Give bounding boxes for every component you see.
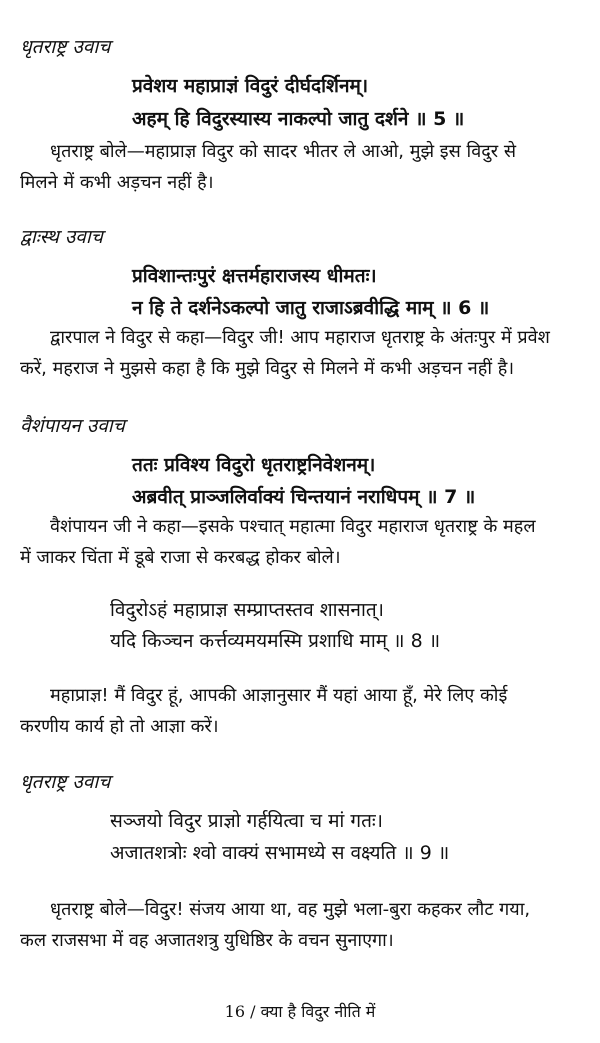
translation-line: धृतराष्ट्र बोले—महाप्राज्ञ विदुर को सादर भीतर ले आओ, मुझे इस विदुर से — [50, 141, 517, 162]
page-footer: 16 / क्या है विदुर नीति में — [224, 1002, 376, 1021]
verse-line: अहम् हि विदुरस्यास्य नाकल्पो जातु दर्शने ॥ 5 ॥ — [132, 108, 465, 130]
verse-line: प्रविशान्तःपुरं क्षत्तर्महाराजस्य धीमतः। — [132, 265, 377, 287]
translation-line: वैशंपायन जी ने कहा—इसके पश्चात् महात्मा विदुर महाराज धृतराष्ट्र के महल — [50, 516, 536, 537]
verse-line: अजातशत्रोः श्वो वाक्यं सभामध्ये स वक्ष्यति ॥ 9 ॥ — [110, 842, 450, 864]
translation-line: में जाकर चिंता में डूबे राजा से करबद्ध होकर बोले। — [20, 547, 341, 568]
verse-line: विदुरोऽहं महाप्राज्ञ सम्प्राप्तस्तव शासनात्। — [110, 599, 384, 621]
speaker-heading: द्वाःस्थ उवाच — [20, 226, 103, 248]
translation-line: करें, महराज ने मुझसे कहा है कि मुझे विदुर से मिलने में कभी अड़चन नहीं है। — [20, 358, 515, 379]
verse-line: न हि ते दर्शनेऽकल्पो जातु राजाऽब्रवीद्धि माम् ॥ 6 ॥ — [132, 297, 490, 319]
verse-line: अब्रवीत् प्राञ्जलिर्वाक्यं चिन्तयानं नराधिपम् ॥ 7 ॥ — [132, 486, 476, 508]
translation-line: कल राजसभा में वह अजातशत्रु युधिष्ठिर के वचन सुनाएगा। — [20, 930, 394, 951]
verse-line: सञ्जयो विदुर प्राज्ञो गर्हयित्वा च मां गतः। — [110, 810, 383, 832]
translation-line: महाप्राज्ञ! मैं विदुर हूं, आपकी आज्ञानुसार मैं यहां आया हूँ, मेरे लिए कोई — [50, 685, 508, 706]
speaker-heading: धृतराष्ट्र उवाच — [20, 771, 111, 793]
verse-line: ततः प्रविश्य विदुरो धृतराष्ट्रनिवेशनम्। — [132, 454, 376, 476]
translation-line: धृतराष्ट्र बोले—विदुर! संजय आया था, वह मुझे भला-बुरा कहकर लौट गया, — [50, 899, 531, 920]
verse-line: यदि किञ्चन कर्त्तव्यमयमस्मि प्रशाधि माम् ॥ 8 ॥ — [110, 630, 441, 652]
speaker-heading: धृतराष्ट्र उवाच — [20, 36, 111, 58]
translation-line: द्वारपाल ने विदुर से कहा—विदुर जी! आप महाराज धृतराष्ट्र के अंतःपुर में प्रवेश — [50, 327, 550, 348]
speaker-heading: वैशंपायन उवाच — [20, 415, 125, 437]
translation-line: मिलने में कभी अड़चन नहीं है। — [20, 172, 214, 193]
translation-line: करणीय कार्य हो तो आज्ञा करें। — [20, 716, 219, 737]
verse-line: प्रवेशय महाप्राज्ञं विदुरं दीर्घदर्शिनम्। — [132, 75, 369, 97]
